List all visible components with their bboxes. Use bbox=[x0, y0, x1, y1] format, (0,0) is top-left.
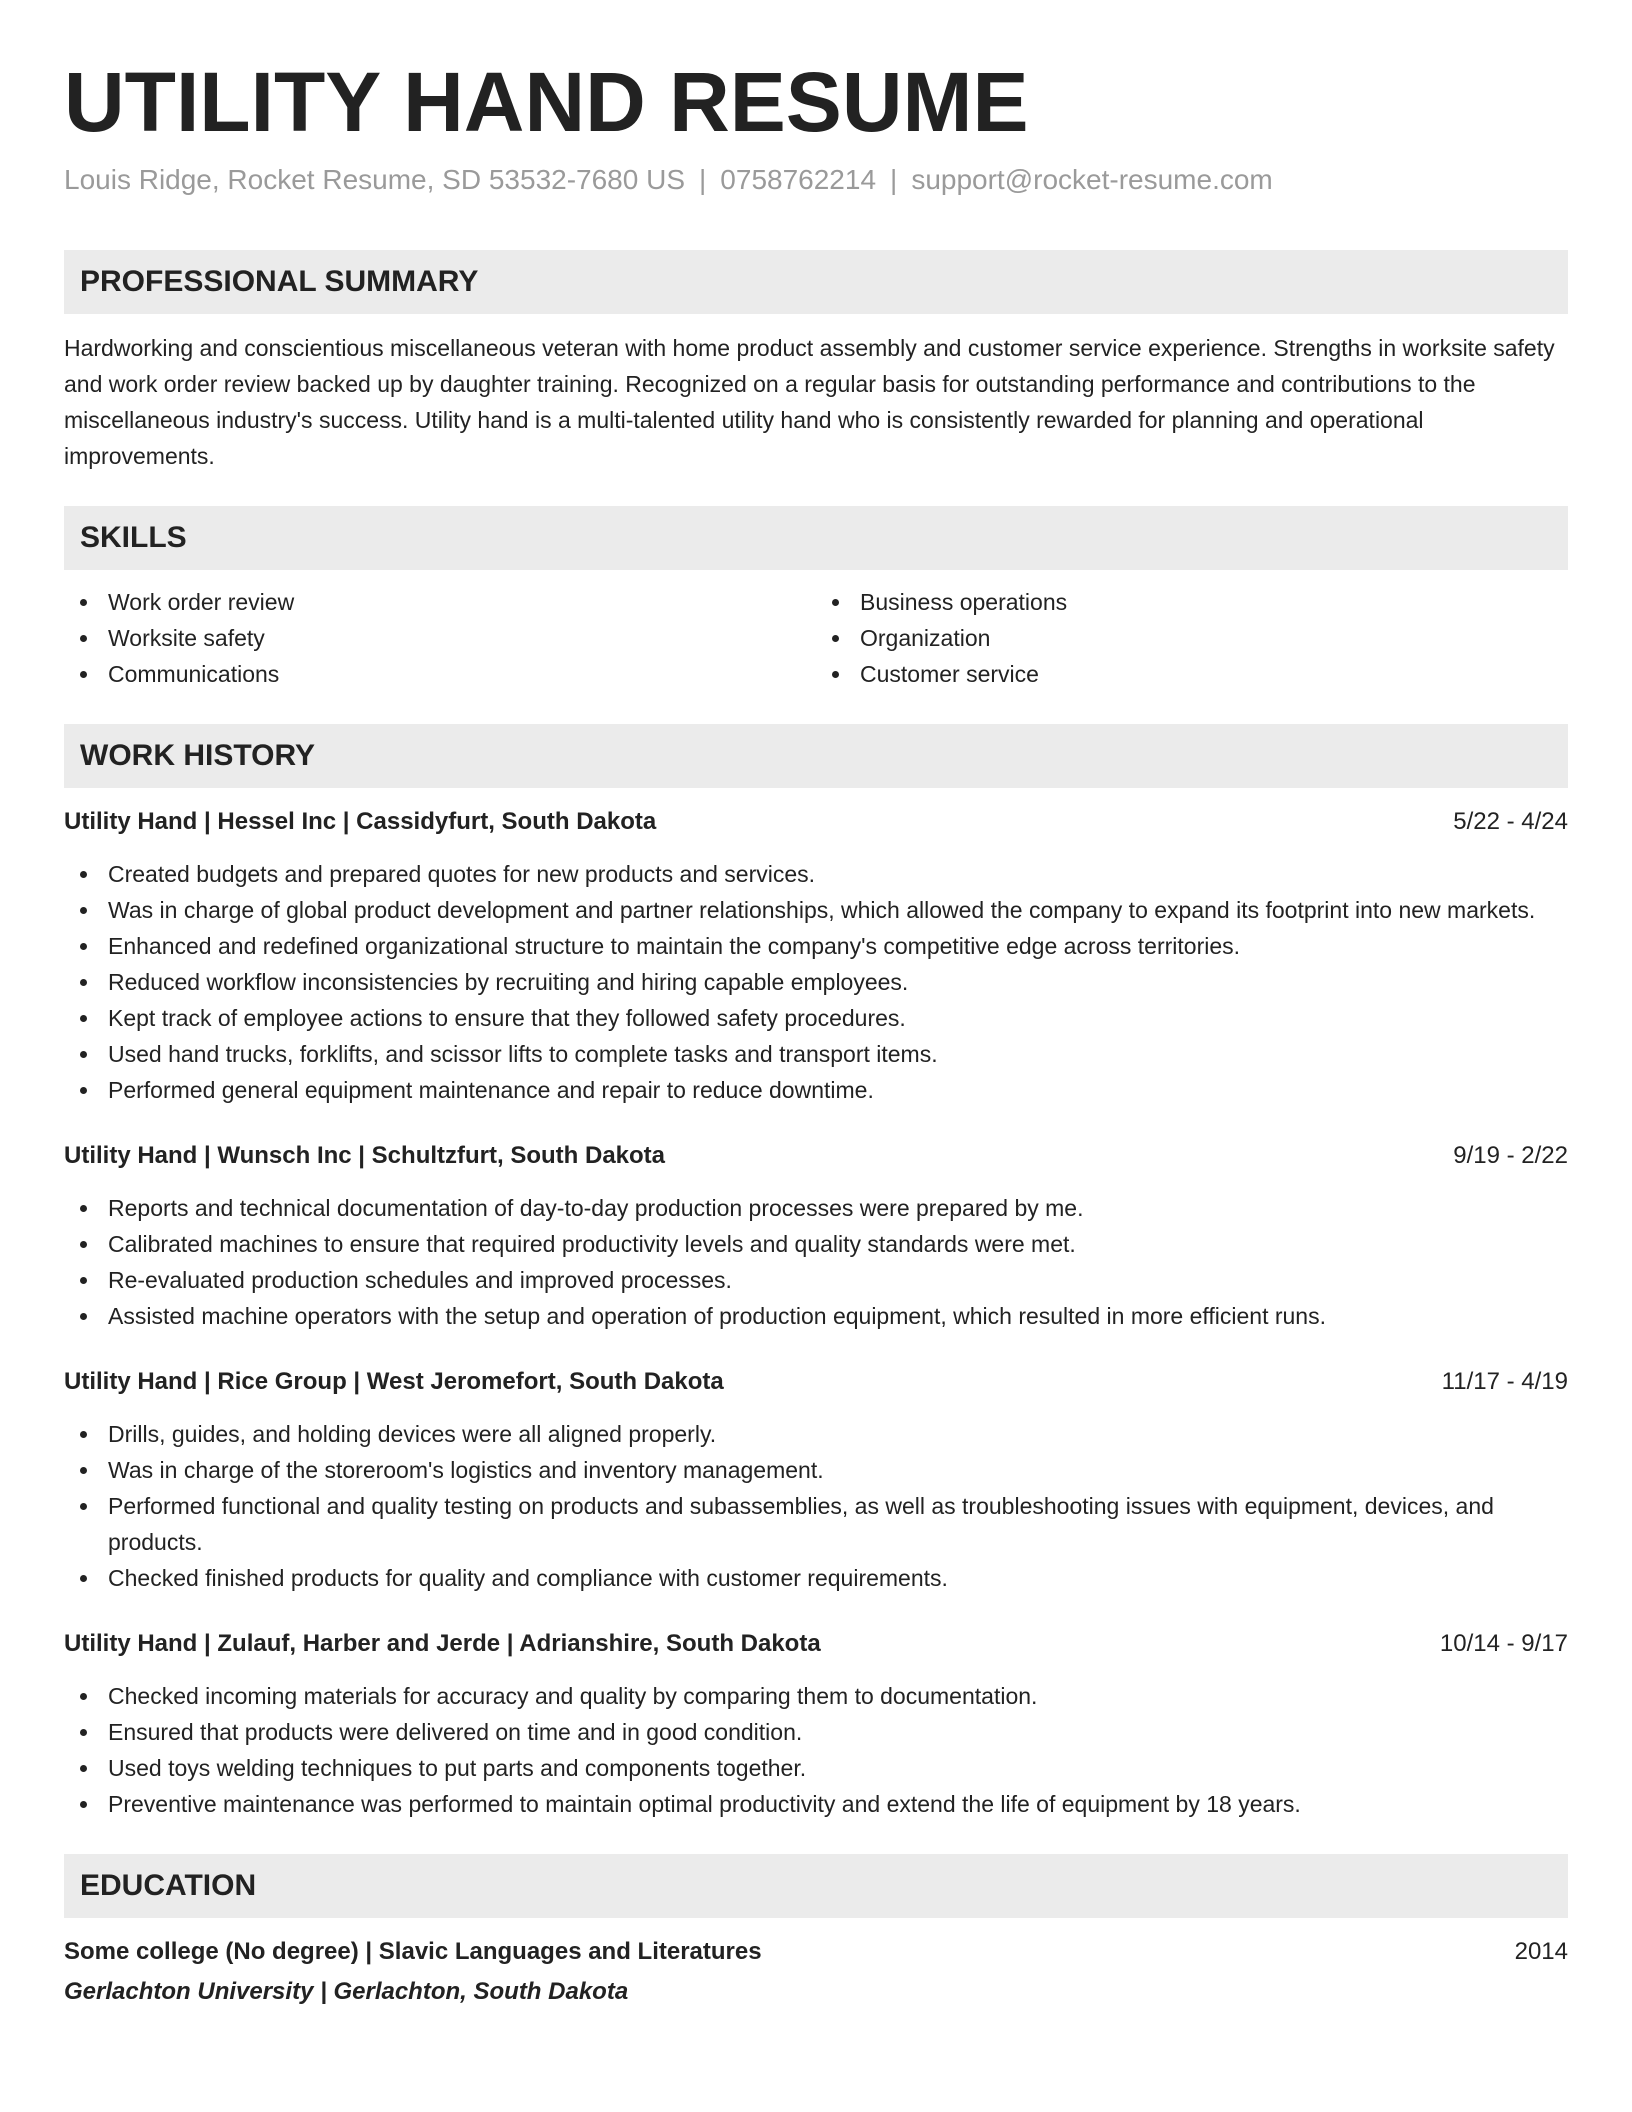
education-school: Gerlachton University | Gerlachton, South Dakota bbox=[64, 1978, 629, 2005]
job-header bbox=[64, 1626, 1568, 1662]
job-bullet: Calibrated machines to ensure that required productivity levels and quality standards were met. bbox=[64, 1226, 1568, 1262]
job-header bbox=[64, 804, 1568, 840]
job-bullet: Enhanced and redefined organizational structure to maintain the company's competitive edge across territories. bbox=[64, 928, 1568, 964]
job-bullet: Assisted machine operators with the setup and operation of production equipment, which resulted in more efficient runs. bbox=[64, 1298, 1568, 1334]
job-entry bbox=[64, 1626, 1568, 1822]
job-title: Utility Hand | Zulauf, Harber and Jerde | Adrianshire, South Dakota bbox=[64, 1630, 821, 1657]
education-degree: Some college (No degree) | Slavic Languages and Literatures bbox=[64, 1938, 762, 1965]
job-bullet: Reduced workflow inconsistencies by recruiting and hiring capable employees. bbox=[64, 964, 1568, 1000]
education-heading: EDUCATION bbox=[64, 1854, 1568, 1918]
job-entry bbox=[64, 804, 1568, 1108]
job-bullets bbox=[64, 1190, 1568, 1334]
job-bullet: Performed functional and quality testing on products and subassemblies, as well as troubleshooting issues with equipment, devices, and products. bbox=[64, 1488, 1568, 1560]
job-title: Utility Hand | Rice Group | West Jeromefort, South Dakota bbox=[64, 1368, 724, 1395]
job-bullet: Reports and technical documentation of day-to-day production processes were prepared by me. bbox=[64, 1190, 1568, 1226]
job-bullet: Preventive maintenance was performed to maintain optimal productivity and extend the life of equipment by 18 years. bbox=[64, 1786, 1568, 1822]
job-bullet: Was in charge of global product development and partner relationships, which allowed the company to expand its footprint into new markets. bbox=[64, 892, 1568, 928]
job-bullet: Performed general equipment maintenance and repair to reduce downtime. bbox=[64, 1072, 1568, 1108]
skill-item: Organization bbox=[816, 620, 1568, 656]
job-header bbox=[64, 1364, 1568, 1400]
resume-title: UTILITY HAND RESUME bbox=[64, 55, 1029, 149]
education-header bbox=[64, 1934, 1568, 1970]
job-bullets bbox=[64, 1678, 1568, 1822]
skill-item: Work order review bbox=[64, 584, 816, 620]
contact-separator: | bbox=[699, 164, 707, 195]
contact-separator: | bbox=[890, 164, 898, 195]
job-dates: 11/17 - 4/19 bbox=[1441, 1368, 1568, 1395]
job-bullet: Drills, guides, and holding devices were all aligned properly. bbox=[64, 1416, 1568, 1452]
job-bullet: Ensured that products were delivered on time and in good condition. bbox=[64, 1714, 1568, 1750]
job-title: Utility Hand | Wunsch Inc | Schultzfurt, South Dakota bbox=[64, 1142, 666, 1169]
skills-column-left bbox=[64, 584, 816, 692]
contact-line bbox=[64, 162, 1568, 198]
contact-phone: 0758762214 bbox=[720, 164, 877, 195]
work-history-heading: WORK HISTORY bbox=[64, 724, 1568, 788]
summary-text: Hardworking and conscientious miscellaneous veteran with home product assembly and customer service experience. Strengths in worksite safety and work order review backed up by daughter training. Recognized on a regular basis for outstanding performance and contributions to the miscellaneous industry's success. Utility hand is a multi-talented utility hand who is consistently rewarded for planning and operational improvements. bbox=[64, 335, 1555, 469]
contact-email: support@rocket-resume.com bbox=[911, 164, 1273, 195]
job-entry bbox=[64, 1138, 1568, 1334]
job-bullet: Created budgets and prepared quotes for new products and services. bbox=[64, 856, 1568, 892]
job-bullet: Checked finished products for quality and compliance with customer requirements. bbox=[64, 1560, 1568, 1596]
job-entry bbox=[64, 1364, 1568, 1596]
job-bullets bbox=[64, 856, 1568, 1108]
job-bullet: Checked incoming materials for accuracy and quality by comparing them to documentation. bbox=[64, 1678, 1568, 1714]
education-year: 2014 bbox=[1514, 1938, 1568, 1965]
job-bullet: Was in charge of the storeroom's logistics and inventory management. bbox=[64, 1452, 1568, 1488]
job-header bbox=[64, 1138, 1568, 1174]
skill-item: Business operations bbox=[816, 584, 1568, 620]
job-dates: 5/22 - 4/24 bbox=[1453, 808, 1568, 835]
summary-heading: PROFESSIONAL SUMMARY bbox=[64, 250, 1568, 314]
skills-list bbox=[64, 584, 1568, 692]
job-bullet: Used toys welding techniques to put parts and components together. bbox=[64, 1750, 1568, 1786]
job-dates: 10/14 - 9/17 bbox=[1439, 1630, 1568, 1657]
skills-column-right bbox=[816, 584, 1568, 692]
skill-item: Worksite safety bbox=[64, 620, 816, 656]
job-bullets bbox=[64, 1416, 1568, 1596]
skill-item: Communications bbox=[64, 656, 816, 692]
job-bullet: Used hand trucks, forklifts, and scissor lifts to complete tasks and transport items. bbox=[64, 1036, 1568, 1072]
skills-heading: SKILLS bbox=[64, 506, 1568, 570]
job-title: Utility Hand | Hessel Inc | Cassidyfurt, South Dakota bbox=[64, 808, 657, 835]
contact-address: Louis Ridge, Rocket Resume, SD 53532-7680 US bbox=[64, 164, 686, 195]
skill-item: Customer service bbox=[816, 656, 1568, 692]
job-dates: 9/19 - 2/22 bbox=[1453, 1142, 1568, 1169]
job-bullet: Re-evaluated production schedules and improved processes. bbox=[64, 1262, 1568, 1298]
job-bullet: Kept track of employee actions to ensure that they followed safety procedures. bbox=[64, 1000, 1568, 1036]
